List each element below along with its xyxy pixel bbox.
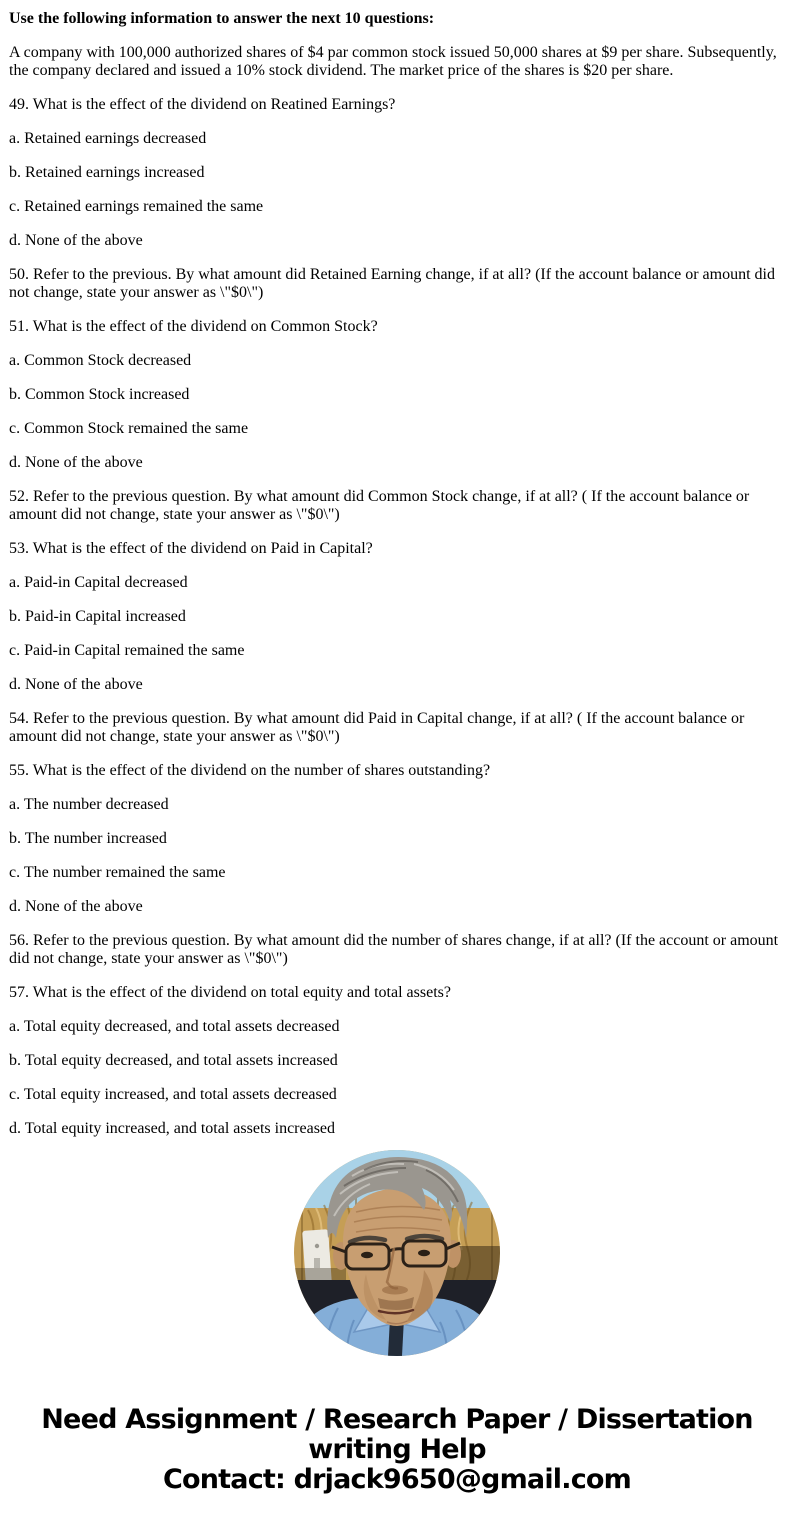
document-paragraph: a. Paid-in Capital decreased [9, 574, 188, 591]
document-paragraph: d. None of the above [9, 454, 143, 471]
promo-banner [0, 1405, 794, 1495]
document-paragraph: c. Total equity increased, and total assets decreased [9, 1086, 337, 1103]
promo-line-2: writing Help [308, 1434, 486, 1465]
portrait-nose-shadow [382, 1286, 408, 1295]
document-paragraph: c. The number remained the same [9, 864, 226, 881]
portrait-eye-left [361, 1252, 373, 1258]
document-paragraph: a. Total equity decreased, and total assets decreased [9, 1018, 340, 1035]
document-paragraph: 53. What is the effect of the dividend on Paid in Capital? [9, 540, 373, 557]
document-paragraph: b. Total equity decreased, and total assets increased [9, 1052, 338, 1069]
document-paragraph: a. Common Stock decreased [9, 352, 192, 369]
document-paragraph: 50. Refer to the previous. By what amount did Retained Earning change, if at all? (If the account balance or amount did not change, state your answer as \"$0\") [9, 266, 775, 301]
document-paragraph: d. None of the above [9, 898, 143, 915]
document-paragraph: 57. What is the effect of the dividend on total equity and total assets? [9, 984, 451, 1001]
document-paragraph: c. Common Stock remained the same [9, 420, 249, 437]
promo-line-1: Need Assignment / Research Paper / Dissertation [41, 1404, 753, 1435]
presenter-photo-graphic [294, 1150, 500, 1356]
promo-contact-line [0, 1465, 794, 1495]
contact-label: Contact: [162, 1464, 286, 1495]
portrait-eye-right [418, 1250, 430, 1256]
document-paragraph: b. The number increased [9, 830, 167, 847]
document-paragraph: a. The number decreased [9, 796, 169, 813]
document-paragraph: 55. What is the effect of the dividend on the number of shares outstanding? [9, 762, 491, 779]
document-paragraph: 51. What is the effect of the dividend on Common Stock? [9, 318, 378, 335]
document-paragraph: d. None of the above [9, 232, 143, 249]
document-heading: Use the following information to answer the next 10 questions: [9, 10, 435, 27]
document-paragraph: d. None of the above [9, 676, 143, 693]
document-paragraph: b. Paid-in Capital increased [9, 608, 186, 625]
document-paragraph: c. Paid-in Capital remained the same [9, 642, 245, 659]
document-paragraph: 52. Refer to the previous question. By what amount did Common Stock change, if at all? ( If the account balance or amount did not change, state your answer as \"$0\") [9, 488, 750, 523]
document-paragraph: d. Total equity increased, and total assets increased [9, 1120, 336, 1137]
presenter-photo [294, 1150, 500, 1356]
document-paragraph: a. Retained earnings decreased [9, 130, 207, 147]
document-paragraph: b. Common Stock increased [9, 386, 190, 403]
document-paragraph: b. Retained earnings increased [9, 164, 205, 181]
contact-email: drjack9650@gmail.com [293, 1464, 631, 1495]
document-paragraph: c. Retained earnings remained the same [9, 198, 264, 215]
document-paragraph: 49. What is the effect of the dividend on Reatined Earnings? [9, 96, 396, 113]
document-paragraph: 56. Refer to the previous question. By what amount did the number of shares change, if at all? (If the account or amount did not change, state your answer as \"$0\") [9, 932, 779, 967]
question-document [9, 10, 785, 1137]
document-paragraph: A company with 100,000 authorized shares of $4 par common stock issued 50,000 shares at $9 per share. Subsequently, the company declared and issued a 10% stock dividend. The market price of the shares is $20 per share. [9, 44, 777, 79]
document-paragraph: 54. Refer to the previous question. By what amount did Paid in Capital change, if at all? ( If the account balance or amount did not change, state your answer as \"$0\") [9, 710, 745, 745]
